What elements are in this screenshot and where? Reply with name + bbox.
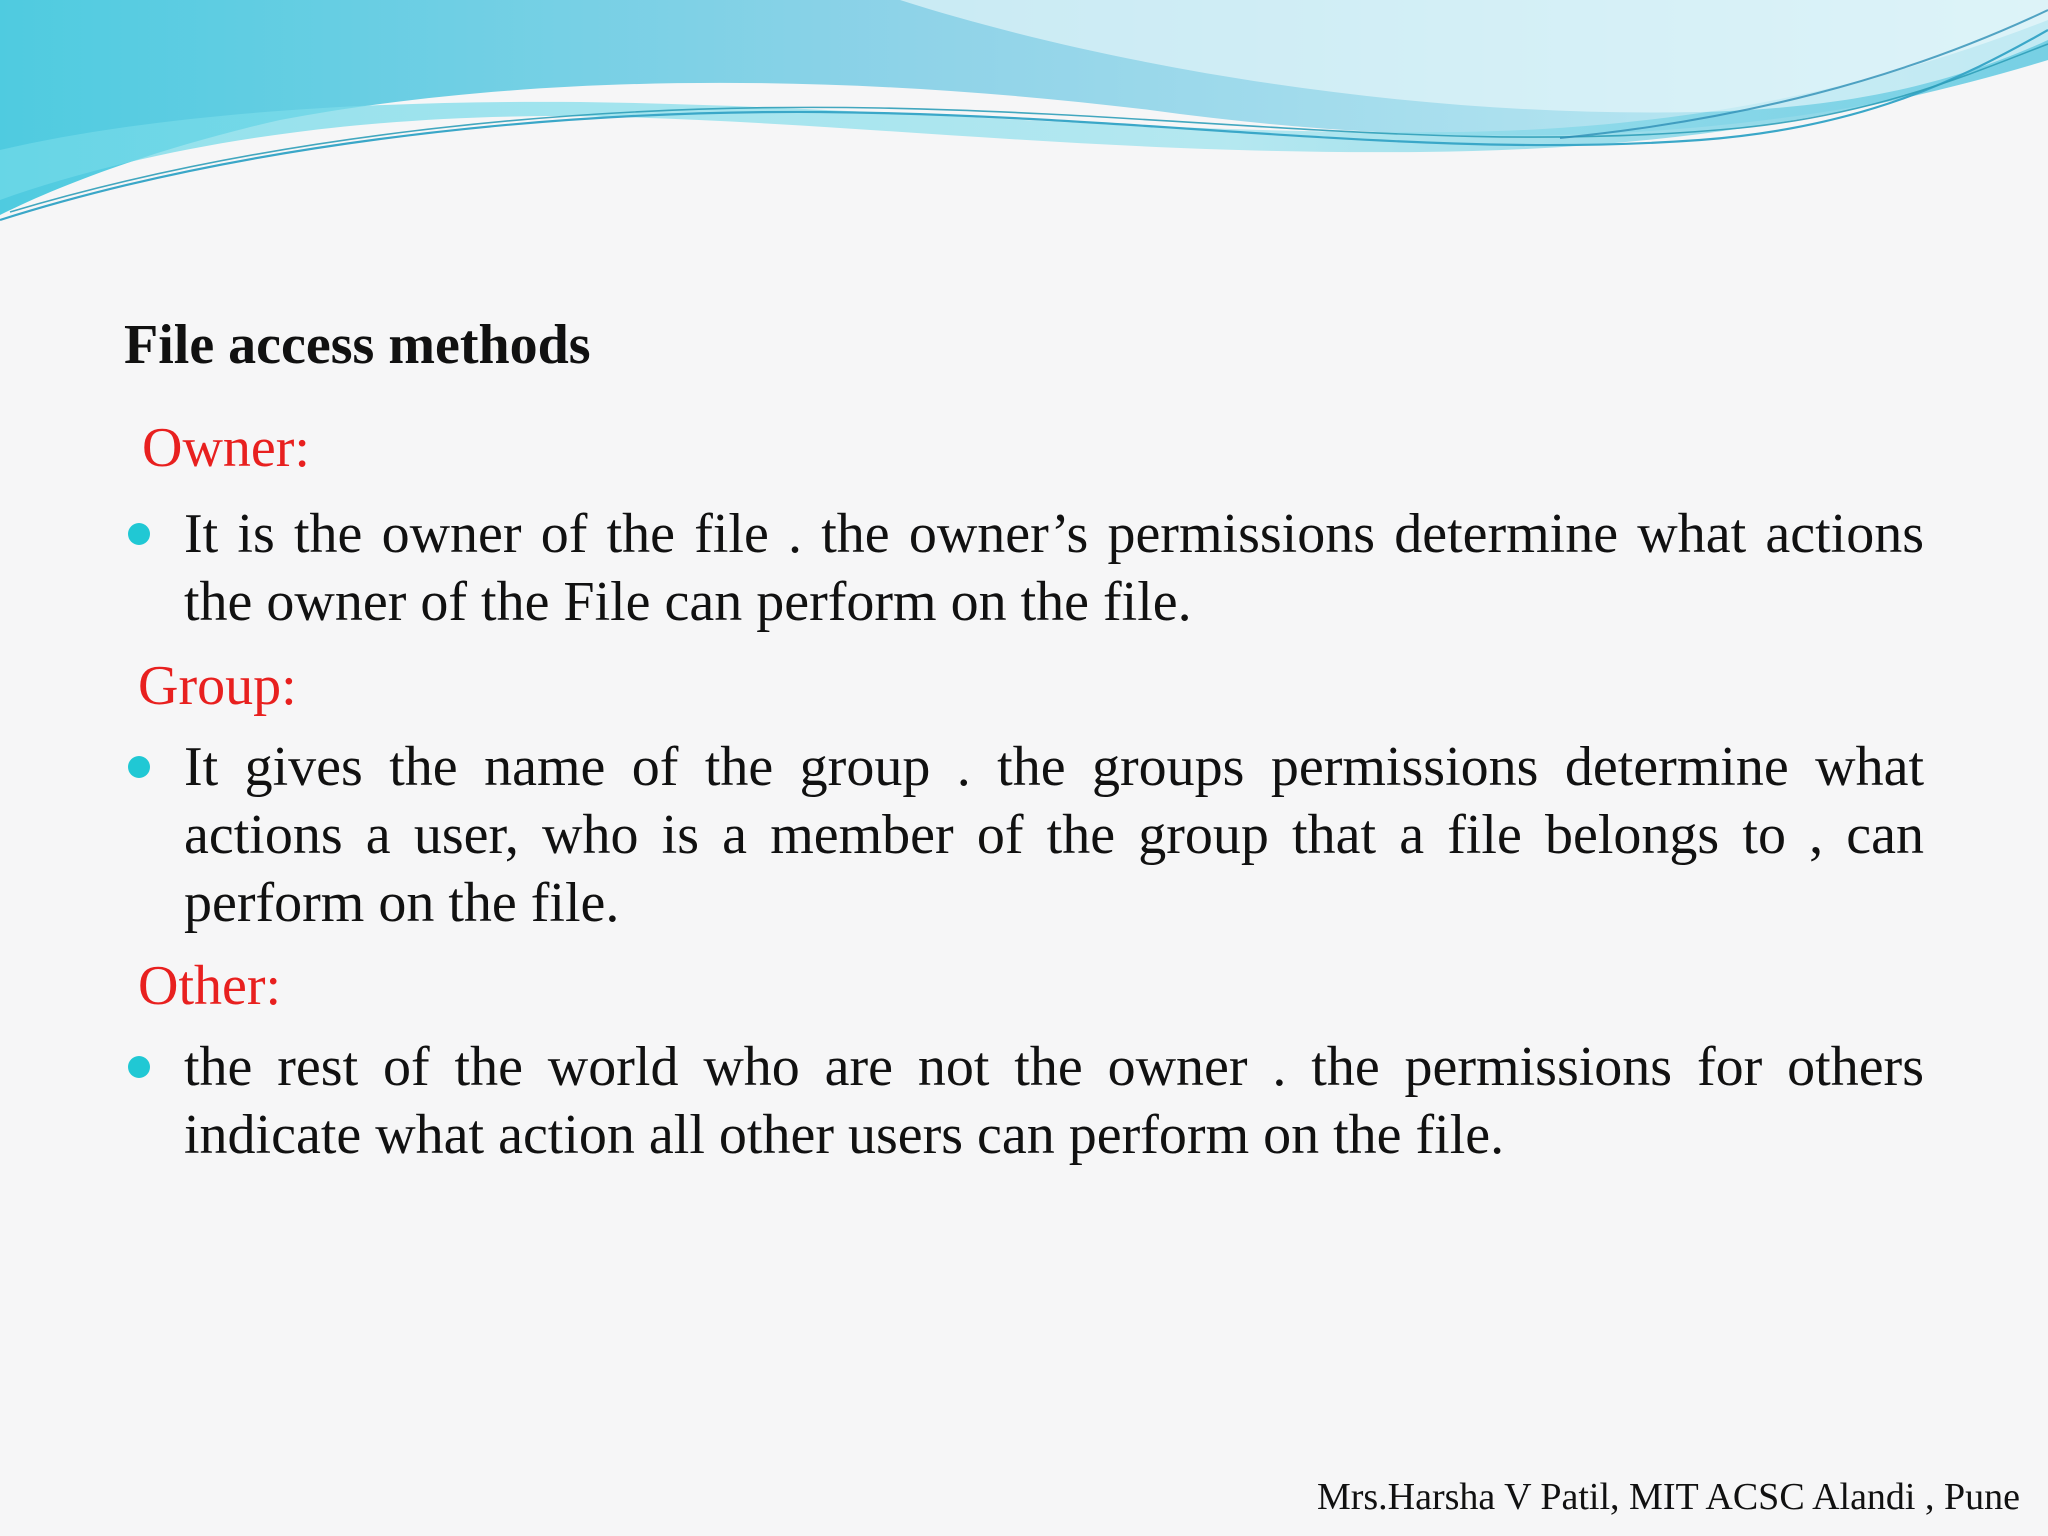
section-label-other: Other:	[138, 955, 282, 1017]
bullet-icon	[128, 523, 150, 545]
bullet-icon	[128, 756, 150, 778]
header-wave-decoration	[0, 0, 2048, 240]
section-label-group: Group:	[138, 655, 297, 717]
section-label-owner: Owner:	[142, 417, 310, 479]
slide-footer-author: Mrs.Harsha V Patil, MIT ACSC Alandi , Pune	[1316, 1476, 2020, 1518]
bullet-text-other: the rest of the world who are not the owner . the permissions for others indicate what action all other users can perform on the file.	[184, 1036, 1924, 1166]
bullet-text-group: It gives the name of the group . the groups permissions determine what actions a user, who is a member of the group that a file belongs to , can perform on the file.	[184, 736, 1924, 934]
bullet-icon	[128, 1056, 150, 1078]
slide-title: File access methods	[124, 314, 591, 376]
bullet-text-owner: It is the owner of the file . the owner’s permissions determine what actions the owner of the File can perform on the file.	[184, 503, 1924, 633]
